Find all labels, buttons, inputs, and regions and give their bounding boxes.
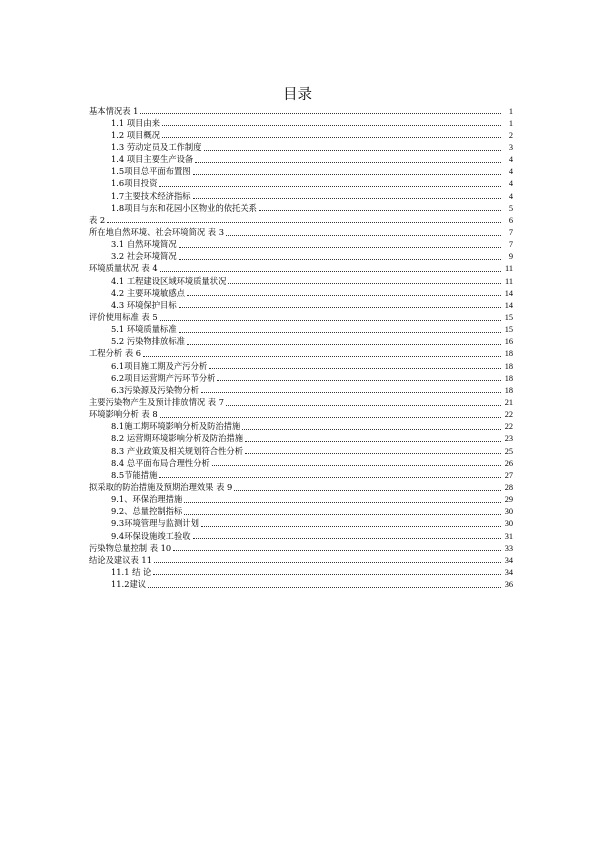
toc-entry[interactable] xyxy=(89,323,513,335)
dot-leader xyxy=(159,186,501,187)
toc-entry-page-number: 21 xyxy=(504,398,513,408)
toc-entry[interactable] xyxy=(89,444,513,456)
toc-entry[interactable] xyxy=(89,177,513,189)
toc-entry-label: 8.2 运营期环境影响分析及防治措施 xyxy=(111,433,243,444)
toc-entry[interactable] xyxy=(89,140,513,152)
toc-entry-page-number: 18 xyxy=(504,361,513,371)
dot-leader xyxy=(162,137,501,138)
toc-entry-label: 拟采取的防治措施及预期治理效果 表 9 xyxy=(89,482,233,492)
toc-entry[interactable] xyxy=(89,104,513,116)
toc-entry-label: 1.4 项目主要生产设备 xyxy=(111,154,194,165)
toc-entry-label: 所在地自然环境、社会环境简况 表 3 xyxy=(89,227,225,238)
toc-entry-page-number: 31 xyxy=(504,531,513,541)
toc-entry-page-number: 7 xyxy=(508,228,513,238)
toc-entry[interactable] xyxy=(89,250,513,262)
toc-entry[interactable] xyxy=(89,432,513,444)
dot-leader xyxy=(160,417,501,418)
dot-leader xyxy=(193,174,501,175)
toc-entry[interactable] xyxy=(89,371,513,383)
toc-entry-page-number: 22 xyxy=(504,422,513,432)
toc-entry[interactable] xyxy=(89,408,513,420)
toc-entry[interactable] xyxy=(89,335,513,347)
toc-entry-label: 1.5项目总平面布置图 xyxy=(111,166,191,177)
toc-entry[interactable] xyxy=(89,517,513,529)
toc-entry[interactable] xyxy=(89,480,513,492)
toc-entry-label: 1.3 劳动定员及工作制度 xyxy=(111,142,202,153)
dot-leader xyxy=(226,405,501,406)
toc-entry-page-number: 7 xyxy=(508,240,513,250)
dot-leader xyxy=(160,271,501,272)
dot-leader xyxy=(195,162,501,163)
toc-entry-page-number: 1 xyxy=(508,106,513,116)
toc-entry-label: 11.2建议 xyxy=(111,579,147,590)
dot-leader xyxy=(209,368,501,369)
toc-entry-label: 1.1 项目由来 xyxy=(111,117,161,128)
toc-entry-label: 4.1 工程建设区域环境质量状况 xyxy=(111,275,227,286)
toc-entry-label: 1.8项目与东和花园小区物业的依托关系 xyxy=(111,202,257,213)
toc-entry-label: 9.3环境管理与监测计划 xyxy=(111,518,199,529)
toc-entry[interactable] xyxy=(89,225,513,237)
toc-entry-page-number: 4 xyxy=(508,155,513,165)
dot-leader xyxy=(107,222,501,223)
dot-leader xyxy=(193,538,501,539)
toc-entry-label: 主要污染物产生及预计排放情况 表 7 xyxy=(89,397,225,408)
toc-entry-page-number: 18 xyxy=(504,373,513,383)
toc-entry-page-number: 3 xyxy=(508,143,513,153)
toc-entry-label: 评价使用标准 表 5 xyxy=(89,312,158,323)
dot-leader xyxy=(259,210,501,211)
dot-leader xyxy=(212,465,501,466)
toc-entry-label: 结论及建议表 11 xyxy=(89,554,152,565)
toc-entry[interactable] xyxy=(89,347,513,359)
toc-entry[interactable] xyxy=(89,456,513,468)
toc-entry[interactable] xyxy=(89,165,513,177)
toc-entry-label: 1.6项目投资 xyxy=(111,178,158,189)
toc-entry-page-number: 34 xyxy=(504,567,513,577)
toc-entry[interactable] xyxy=(89,553,513,565)
dot-leader xyxy=(234,490,501,491)
toc-entry-label: 5.2 污染物排放标准 xyxy=(111,336,185,347)
toc-entry[interactable] xyxy=(89,565,513,577)
toc-entry-page-number: 16 xyxy=(504,337,513,347)
toc-entry-page-number: 23 xyxy=(504,434,513,444)
dot-leader xyxy=(226,235,501,236)
toc-entry-page-number: 14 xyxy=(504,300,513,310)
toc-entry[interactable] xyxy=(89,189,513,201)
toc-entry-label: 9.4环保设施竣工验收 xyxy=(111,530,191,541)
toc-entry-label: 8.4 总平面布局合理性分析 xyxy=(111,457,210,468)
dot-leader xyxy=(228,283,501,284)
toc-entry[interactable] xyxy=(89,153,513,165)
toc-entry-page-number: 18 xyxy=(504,385,513,395)
toc-entry-label: 6.1项目施工期及产污分析 xyxy=(111,360,208,371)
toc-entry-page-number: 15 xyxy=(504,313,513,323)
toc-entry-page-number: 15 xyxy=(504,325,513,335)
dot-leader xyxy=(143,356,501,357)
toc-entry-page-number: 2 xyxy=(508,130,513,140)
toc-entry[interactable] xyxy=(89,128,513,140)
toc-entry-page-number: 4 xyxy=(508,167,513,177)
dot-leader xyxy=(179,307,501,308)
dot-leader xyxy=(159,477,501,478)
dot-leader xyxy=(242,429,501,430)
table-of-contents xyxy=(89,104,513,590)
toc-entry[interactable] xyxy=(89,286,513,298)
toc-entry-page-number: 5 xyxy=(508,203,513,213)
dot-leader xyxy=(201,526,501,527)
toc-entry[interactable] xyxy=(89,420,513,432)
dot-leader xyxy=(193,198,501,199)
toc-entry-page-number: 34 xyxy=(504,555,513,565)
toc-entry-label: 9.1、环保治理措施 xyxy=(111,494,183,505)
dot-leader xyxy=(187,295,501,296)
toc-entry-page-number: 4 xyxy=(508,179,513,189)
dot-leader xyxy=(245,453,501,454)
toc-entry-label: 8.3 产业政策及相关规划符合性分析 xyxy=(111,445,243,456)
toc-entry-label: 6.2项目运营期产污环节分析 xyxy=(111,372,216,383)
toc-entry[interactable] xyxy=(89,213,513,225)
dot-leader xyxy=(184,514,501,515)
toc-entry[interactable] xyxy=(89,310,513,322)
toc-entry-page-number: 1 xyxy=(508,118,513,128)
toc-entry-page-number: 25 xyxy=(504,446,513,456)
toc-entry[interactable] xyxy=(89,116,513,128)
toc-entry-label: 8.5节能措施 xyxy=(111,469,158,480)
toc-entry-label: 4.2 主要环境敏感点 xyxy=(111,287,185,298)
dot-leader xyxy=(217,380,501,381)
toc-entry[interactable] xyxy=(89,395,513,407)
toc-entry-label: 3.2 社会环境简况 xyxy=(111,251,177,262)
toc-entry-label: 污染物总量控制 表 10 xyxy=(89,542,172,553)
toc-entry-label: 9.2、总量控制指标 xyxy=(111,506,183,517)
dot-leader xyxy=(140,113,501,114)
toc-entry-page-number: 11 xyxy=(505,264,513,274)
dot-leader xyxy=(184,502,501,503)
toc-entry-page-number: 33 xyxy=(504,543,513,553)
toc-entry-page-number: 30 xyxy=(504,507,513,517)
toc-entry[interactable] xyxy=(89,298,513,310)
toc-entry-page-number: 18 xyxy=(504,349,513,359)
toc-title: 目录 xyxy=(283,87,312,103)
dot-leader xyxy=(162,125,501,126)
toc-entry[interactable] xyxy=(89,529,513,541)
toc-entry-page-number: 30 xyxy=(504,519,513,529)
toc-entry-label: 11.1 结 论 xyxy=(111,566,152,577)
toc-entry-page-number: 27 xyxy=(504,470,513,480)
dot-leader xyxy=(179,247,501,248)
toc-entry-label: 4.3 环境保护目标 xyxy=(111,299,177,310)
toc-entry-page-number: 14 xyxy=(504,288,513,298)
toc-entry[interactable] xyxy=(89,383,513,395)
dot-leader xyxy=(148,587,501,588)
toc-entry[interactable] xyxy=(89,359,513,371)
dot-leader xyxy=(204,150,501,151)
toc-entry[interactable] xyxy=(89,577,513,589)
toc-entry[interactable] xyxy=(89,468,513,480)
toc-entry-page-number: 22 xyxy=(504,410,513,420)
dot-leader xyxy=(179,259,501,260)
toc-entry[interactable] xyxy=(89,262,513,274)
dot-leader xyxy=(160,320,501,321)
toc-entry[interactable] xyxy=(89,238,513,250)
toc-entry-page-number: 6 xyxy=(508,215,513,225)
toc-entry-label: 8.1施工期环境影响分析及防治措施 xyxy=(111,421,241,432)
toc-entry-page-number: 36 xyxy=(504,580,513,590)
toc-entry[interactable] xyxy=(89,541,513,553)
toc-entry-label: 1.7主要技术经济指标 xyxy=(111,190,191,201)
toc-entry[interactable] xyxy=(89,505,513,517)
toc-entry[interactable] xyxy=(89,274,513,286)
dot-leader xyxy=(179,332,501,333)
toc-entry-page-number: 9 xyxy=(508,252,513,262)
toc-entry[interactable] xyxy=(89,201,513,213)
dot-leader xyxy=(245,441,501,442)
toc-entry-page-number: 28 xyxy=(504,483,513,492)
dot-leader xyxy=(154,562,501,563)
toc-entry-page-number: 26 xyxy=(504,458,513,468)
dot-leader xyxy=(173,550,501,551)
toc-entry-label: 5.1 环境质量标准 xyxy=(111,324,177,335)
dot-leader xyxy=(153,574,501,575)
toc-entry-label: 表 2 xyxy=(89,214,106,225)
dot-leader xyxy=(187,344,501,345)
toc-entry[interactable] xyxy=(89,493,513,505)
toc-entry-label: 3.1 自然环境简况 xyxy=(111,239,177,250)
toc-entry-page-number: 29 xyxy=(504,495,513,505)
toc-entry-label: 基本情况表 1 xyxy=(89,105,139,116)
toc-entry-label: 工程分析 表 6 xyxy=(89,348,142,359)
toc-entry-label: 环境质量状况 表 4 xyxy=(89,263,158,274)
toc-entry-label: 环境影响分析 表 8 xyxy=(89,409,158,420)
toc-entry-label: 1.2 项目概况 xyxy=(111,129,161,140)
dot-leader xyxy=(201,392,501,393)
toc-entry-page-number: 11 xyxy=(505,276,513,286)
toc-entry-label: 6.3污染源及污染物分析 xyxy=(111,384,199,395)
toc-entry-page-number: 4 xyxy=(508,191,513,201)
